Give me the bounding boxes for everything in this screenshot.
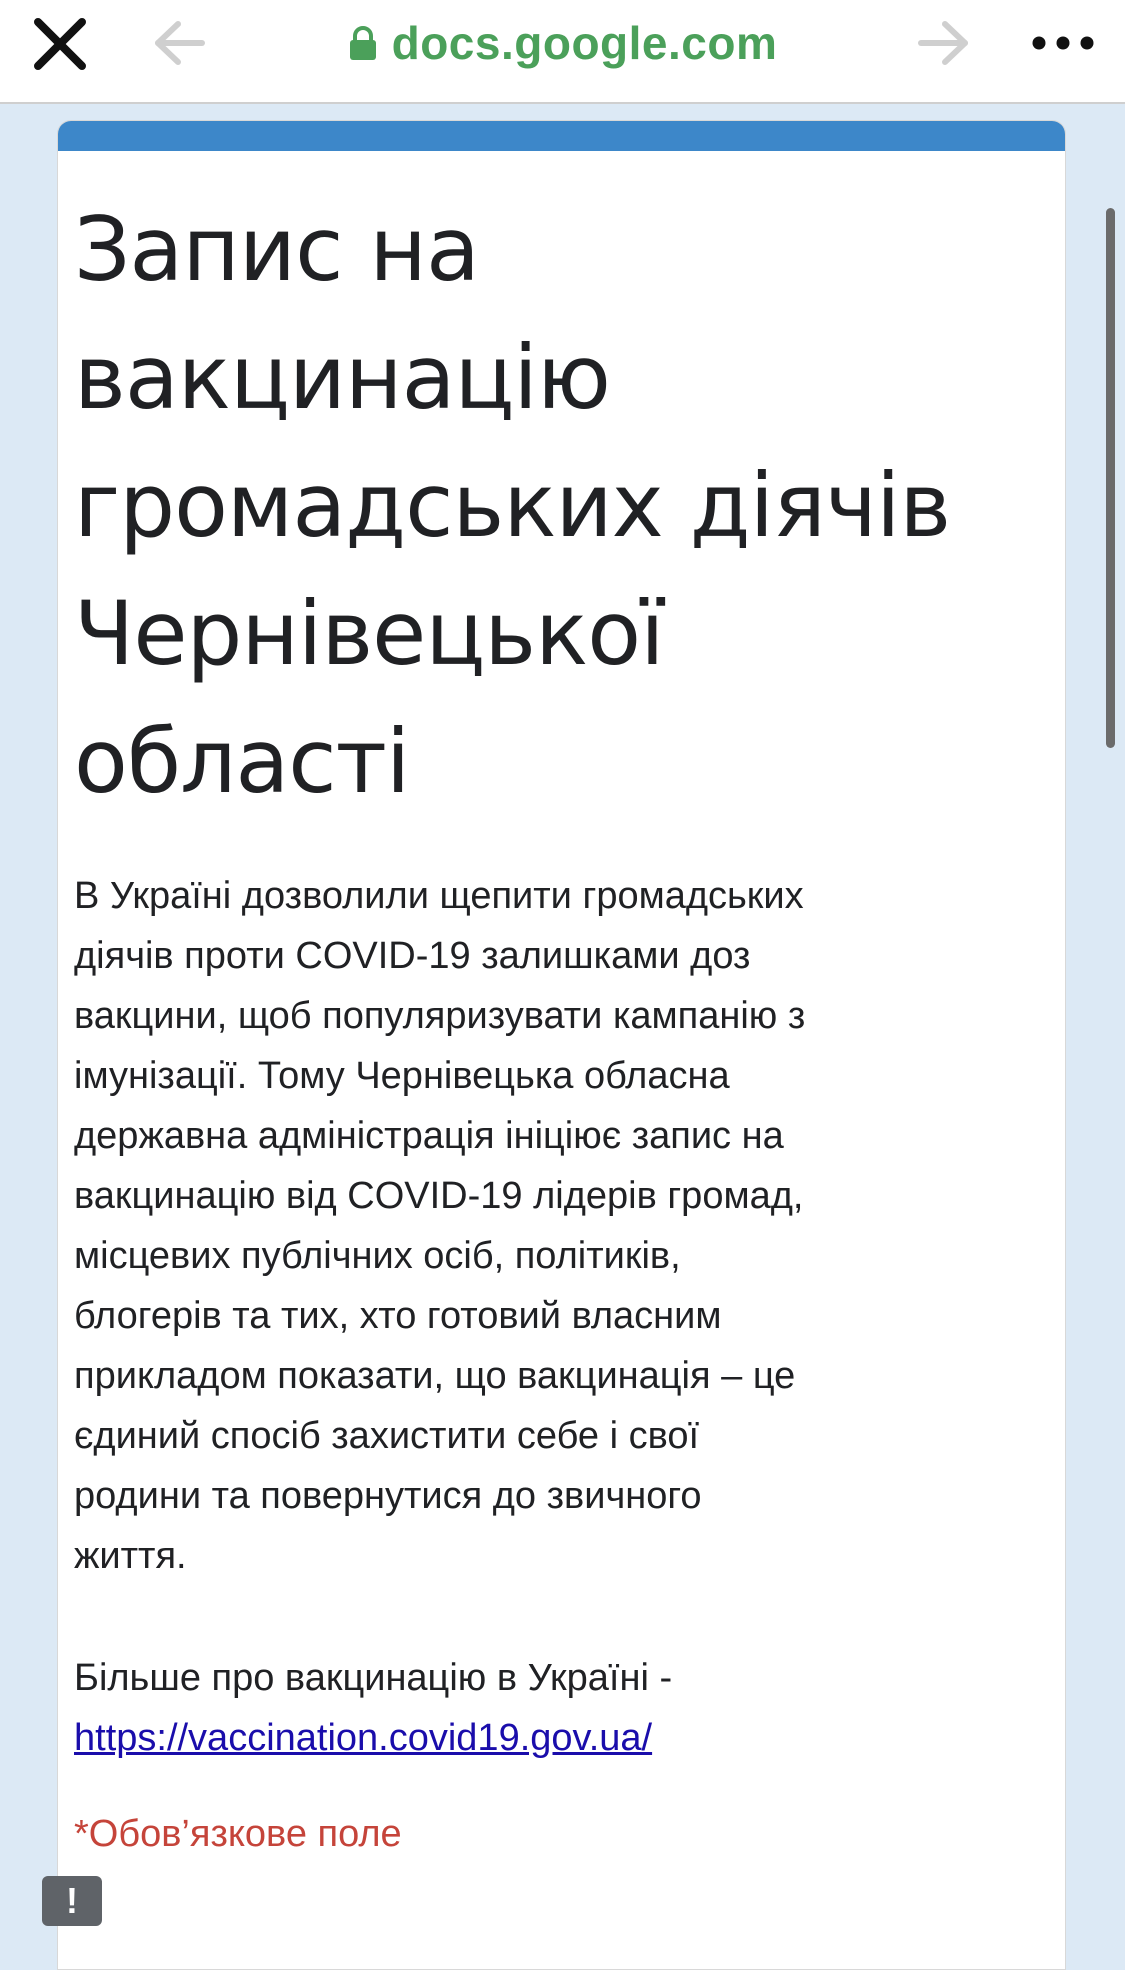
report-abuse-button[interactable] (42, 1876, 102, 1926)
more-horizontal-icon (1028, 18, 1098, 68)
description-line: життя. (74, 1535, 187, 1577)
arrow-left-icon (152, 18, 208, 68)
browser-toolbar (0, 0, 1125, 104)
exclamation-icon: ! (66, 1880, 78, 1921)
form-title-line: громадських діячів (74, 454, 951, 557)
description-line: родини та повернутися до звичного (74, 1475, 702, 1517)
description-line: імунізації. Тому Чернівецька обласна (74, 1055, 730, 1097)
back-button[interactable] (152, 18, 208, 68)
more-info (74, 1648, 954, 1768)
form-description (74, 866, 954, 1586)
more-options-button[interactable] (1028, 18, 1098, 68)
description-line: єдиний спосіб захистити себе і свої (74, 1415, 700, 1457)
lock-icon (348, 26, 378, 60)
form-accent-bar (58, 121, 1065, 151)
arrow-right-icon (915, 18, 971, 68)
url-text: docs.google.com (391, 17, 778, 69)
description-line: діячів проти COVID-19 залишками доз (74, 935, 751, 977)
vaccination-link[interactable]: https://vaccination.covid19.gov.ua/ (74, 1717, 653, 1759)
description-line: вакцини, щоб популяризувати кампанію з (74, 995, 806, 1037)
description-line: місцевих публічних осіб, політиків, (74, 1235, 681, 1277)
description-line: В Україні дозволили щепити громадських (74, 875, 804, 917)
forward-button[interactable] (915, 18, 971, 68)
description-line: вакцинацію від COVID-19 лідерів громад, (74, 1175, 804, 1217)
close-button[interactable] (30, 14, 90, 74)
description-line: прикладом показати, що вакцинація – це (74, 1355, 796, 1397)
description-line: блогерів та тих, хто готовий власним (74, 1295, 722, 1337)
form-title (74, 186, 974, 826)
form-title-line: Запис на (74, 198, 479, 301)
more-info-text: Більше про вакцинацію в Україні - (74, 1657, 673, 1699)
form-title-line: області (74, 710, 410, 813)
form-title-line: вакцинацію (74, 326, 610, 429)
description-line: державна адміністрація ініціює запис на (74, 1115, 784, 1157)
address-bar[interactable] (348, 16, 778, 70)
close-icon (30, 14, 90, 74)
scrollbar-thumb[interactable] (1106, 208, 1115, 748)
required-field-note: *Обов’язкове поле (74, 1813, 402, 1855)
form-title-line: Чернівецької (74, 582, 664, 685)
